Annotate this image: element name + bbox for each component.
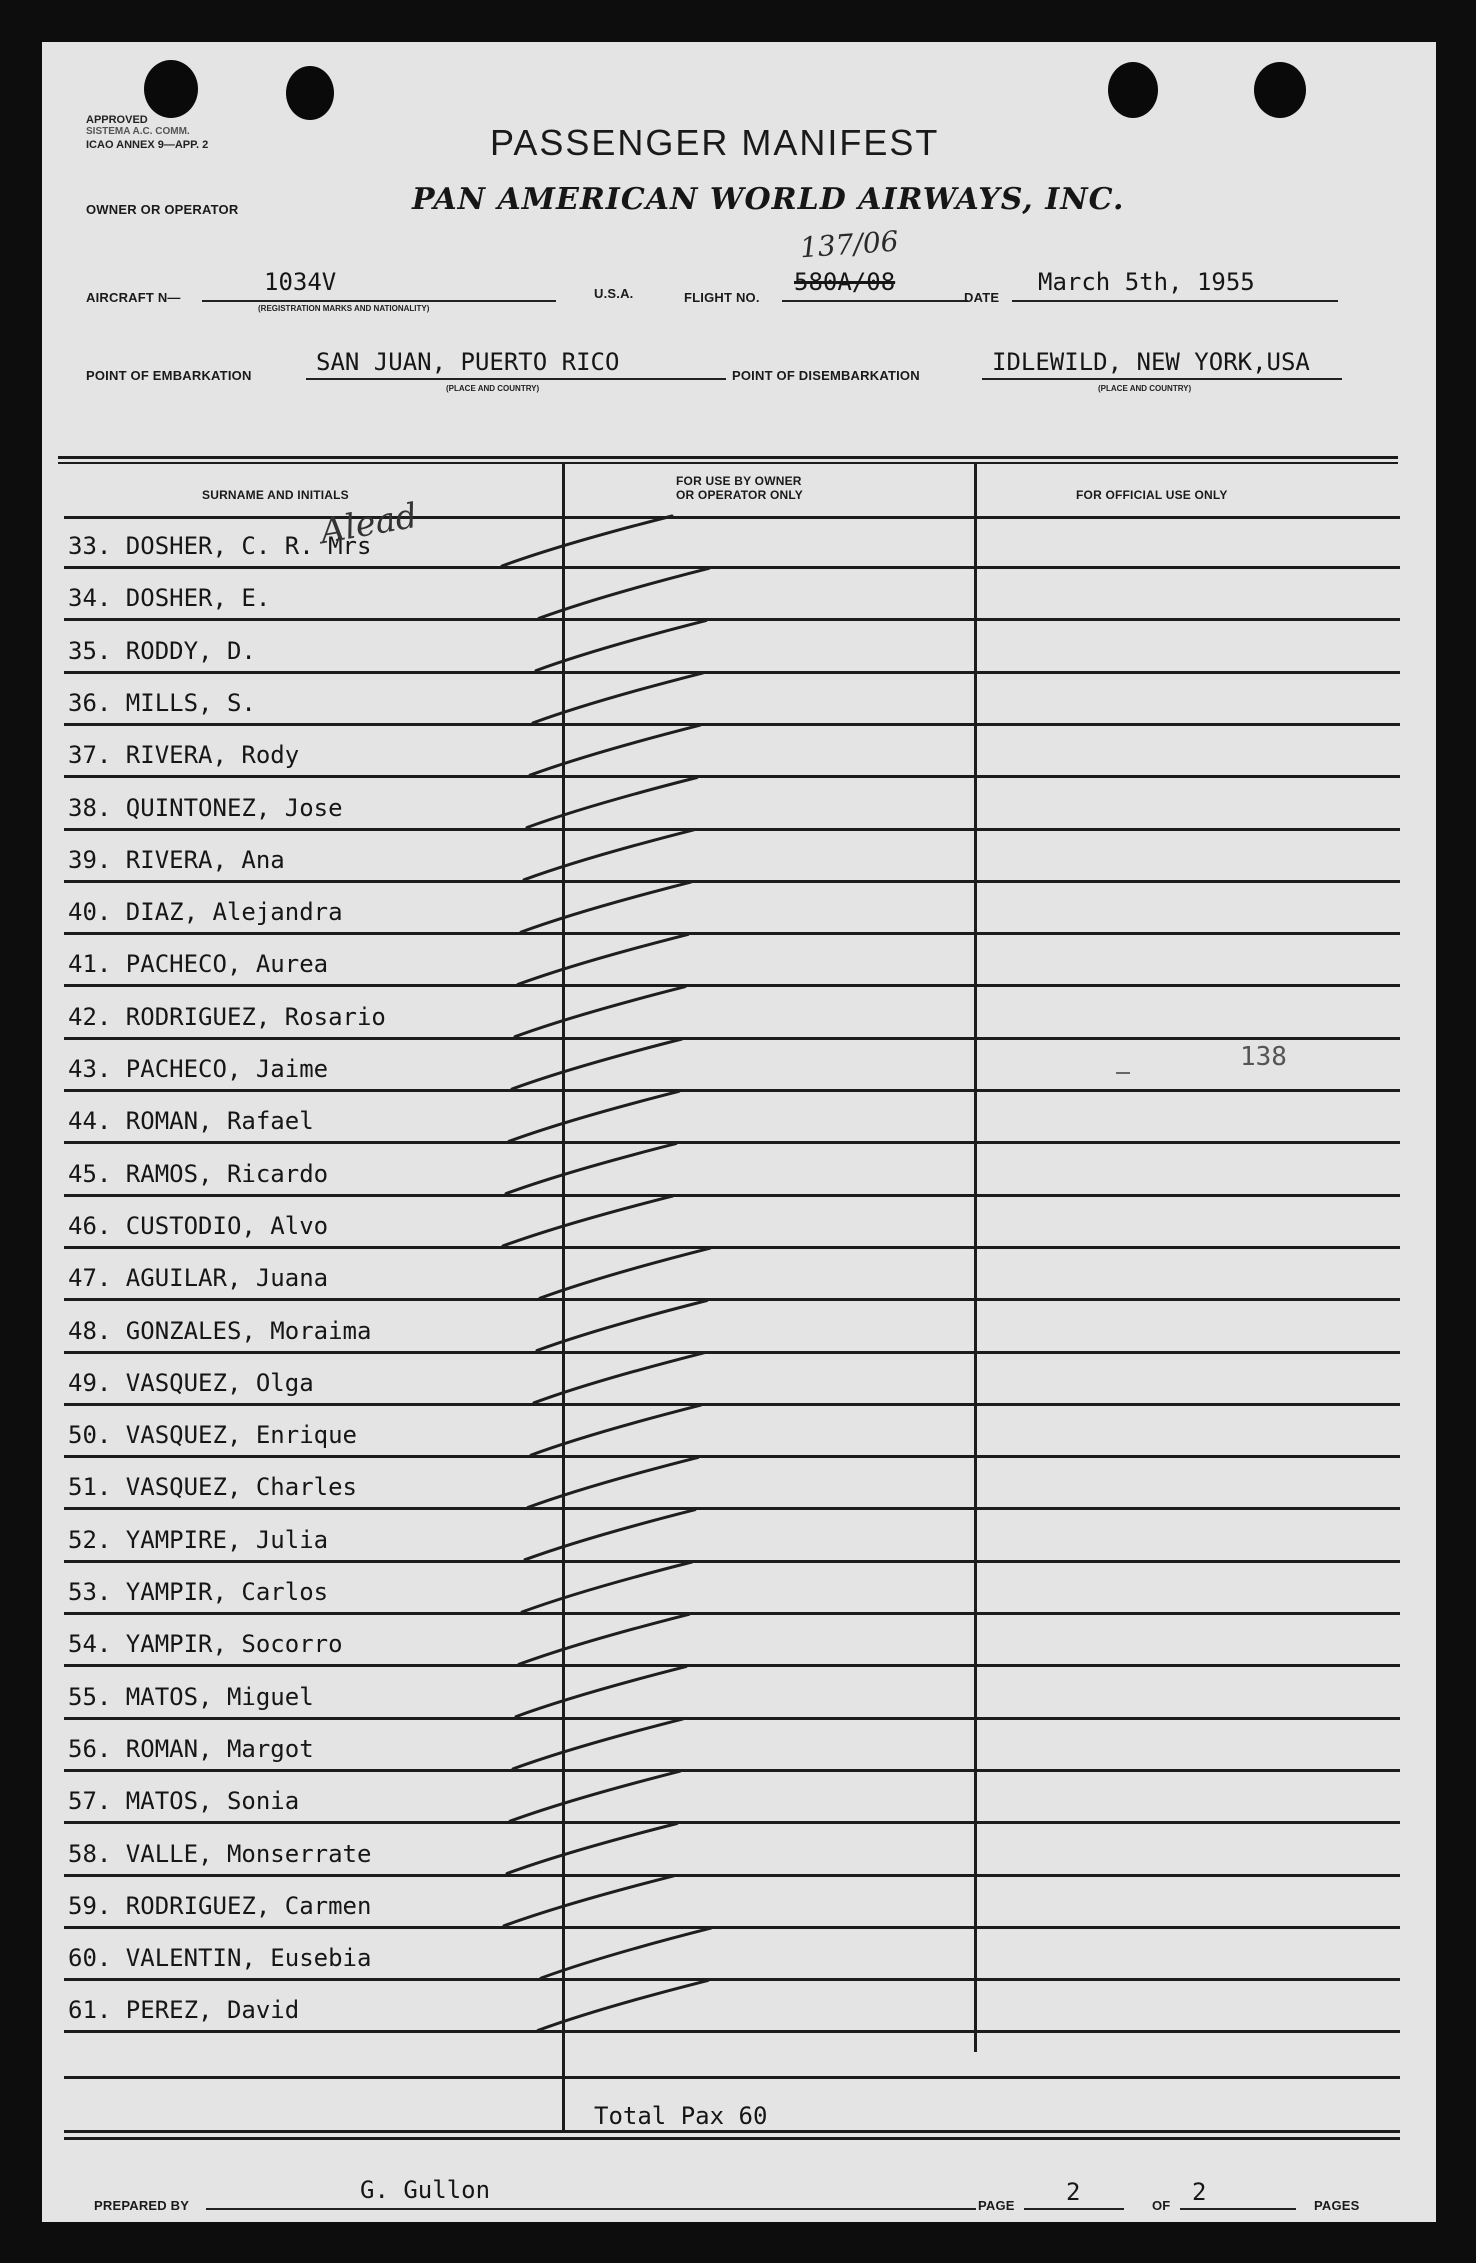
disembark-value: IDLEWILD, NEW YORK,USA	[992, 348, 1310, 376]
passenger-entry: 61. PEREZ, David	[68, 1996, 300, 2025]
embark-caption: (PLACE AND COUNTRY)	[446, 384, 540, 393]
table-row-rule	[64, 618, 1400, 621]
table-row-rule	[64, 1455, 1400, 1458]
passenger-entry: 44. ROMAN, Rafael	[68, 1107, 314, 1136]
passenger-entry: 38. QUINTONEZ, Jose	[68, 793, 343, 822]
table-top-rule-2	[58, 462, 1398, 464]
check-mark	[519, 1614, 689, 1664]
check-mark	[530, 725, 700, 775]
check-mark	[533, 673, 703, 723]
passenger-entry: 43. PACHECO, Jaime	[68, 1055, 329, 1083]
table-row-rule	[64, 1926, 1400, 1929]
punch-hole	[144, 60, 198, 118]
table-row-rule	[64, 984, 1400, 987]
check-mark	[504, 1876, 674, 1926]
table-row-rule	[64, 1141, 1400, 1144]
check-mark	[541, 1928, 711, 1978]
column-header-surname: SURNAME AND INITIALS	[202, 488, 349, 502]
aircraft-caption: (REGISTRATION MARKS AND NATIONALITY)	[258, 304, 430, 313]
table-bottom-rule-2	[64, 2137, 1400, 2140]
check-mark	[512, 1039, 682, 1089]
of-underline	[1180, 2208, 1296, 2210]
aircraft-value: 1034V	[264, 268, 337, 296]
passenger-entry: 51. VASQUEZ, Charles	[68, 1473, 357, 1502]
passenger-entry: 35. RODDY, D.	[68, 636, 256, 665]
table-row-rule	[64, 1037, 1400, 1040]
column-header-official: FOR OFFICIAL USE ONLY	[1076, 488, 1228, 502]
flight-label: FLIGHT NO.	[684, 290, 760, 305]
check-mark	[521, 882, 691, 932]
check-mark	[528, 1457, 698, 1507]
passenger-entry: 53. YAMPIR, Carlos	[68, 1578, 329, 1606]
passenger-entry: 42. RODRIGUEZ, Rosario	[68, 1002, 386, 1031]
passenger-entry: 48. GONZALES, Moraima	[68, 1316, 372, 1345]
table-row-rule	[64, 1560, 1400, 1563]
table-row-rule	[64, 1089, 1400, 1092]
disembark-label: POINT OF DISEMBARKATION	[732, 368, 920, 383]
passenger-entry: 33. DOSHER, C. R. Mrs	[68, 532, 372, 560]
table-row-rule	[64, 828, 1400, 831]
check-mark	[540, 1248, 710, 1298]
table-row-rule	[64, 1717, 1400, 1720]
approval-line-2: SISTEMA A.C. COMM.	[86, 126, 190, 137]
owner-label: OWNER OR OPERATOR	[86, 202, 239, 217]
table-row-rule	[64, 1194, 1400, 1197]
passenger-entry: 36. MILLS, S.	[68, 688, 256, 717]
prepared-value: G. Gullon	[360, 2176, 491, 2204]
passenger-entry: 52. YAMPIRE, Julia	[68, 1525, 329, 1554]
check-mark	[522, 1562, 692, 1612]
owner-name: PAN AMERICAN WORLD AIRWAYS, INC.	[412, 182, 1125, 217]
blank-row-rule	[64, 2076, 1400, 2079]
margin-annotation: Alead	[317, 495, 421, 553]
manifest-sheet	[42, 42, 1436, 2222]
table-row-rule	[64, 1769, 1400, 1772]
check-mark	[525, 1510, 695, 1560]
check-mark	[510, 1771, 680, 1821]
embark-underline	[306, 378, 726, 380]
embark-label: POINT OF EMBARKATION	[86, 368, 252, 383]
page-label: PAGE	[978, 2198, 1015, 2213]
check-mark	[503, 1196, 673, 1246]
pages-label: PAGES	[1314, 2198, 1360, 2213]
table-row-rule	[64, 2030, 1400, 2033]
table-row-rule	[64, 1821, 1400, 1824]
header-rule	[64, 516, 1400, 519]
passenger-entry: 34. DOSHER, E.	[68, 584, 271, 613]
check-mark	[507, 1824, 677, 1874]
check-mark	[524, 830, 694, 880]
disembark-caption: (PLACE AND COUNTRY)	[1098, 384, 1192, 393]
date-underline	[1012, 300, 1338, 302]
passenger-entry: 55. MATOS, Miguel	[68, 1682, 314, 1711]
of-value: 2	[1192, 2178, 1207, 2206]
column-header-owner-use-1: FOR USE BY OWNER	[676, 474, 802, 488]
table-row-rule	[64, 1246, 1400, 1249]
check-mark	[534, 1353, 704, 1403]
check-mark	[516, 1667, 686, 1717]
table-row-rule	[64, 1403, 1400, 1406]
table-row-rule	[64, 1664, 1400, 1667]
passenger-entry: 50. VASQUEZ, Enrique	[68, 1421, 357, 1450]
table-row-rule	[64, 880, 1400, 883]
punch-hole	[286, 66, 334, 120]
prepared-underline	[206, 2208, 976, 2210]
passenger-entry: 40. DIAZ, Alejandra	[68, 898, 343, 927]
table-row-rule	[64, 775, 1400, 778]
check-mark	[515, 987, 685, 1037]
check-mark	[527, 778, 697, 828]
check-mark	[518, 934, 688, 984]
table-row-rule	[64, 1612, 1400, 1615]
aircraft-label: AIRCRAFT N—	[86, 290, 181, 305]
page-title: PASSENGER MANIFEST	[490, 122, 940, 163]
passenger-entry: 56. ROMAN, Margot	[68, 1734, 314, 1763]
passenger-entry: 45. RAMOS, Ricardo	[68, 1159, 329, 1188]
usa-label: U.S.A.	[594, 286, 634, 301]
check-mark	[502, 516, 672, 566]
passenger-entry: 58. VALLE, Monserrate	[68, 1839, 372, 1868]
punch-hole	[1254, 62, 1306, 118]
table-top-rule	[58, 456, 1398, 459]
check-mark	[531, 1405, 701, 1455]
table-row-rule	[64, 1298, 1400, 1301]
table-row-rule	[64, 932, 1400, 935]
prepared-label: PREPARED BY	[94, 2198, 190, 2213]
table-row-rule	[64, 671, 1400, 674]
date-value: March 5th, 1955	[1038, 268, 1255, 296]
embark-value: SAN JUAN, PUERTO RICO	[316, 348, 620, 376]
passenger-entry: 37. RIVERA, Rody	[68, 741, 300, 770]
of-label: OF	[1152, 2198, 1171, 2213]
official-use-dash	[1116, 1072, 1130, 1074]
approval-line-1: APPROVED	[86, 114, 148, 126]
table-row-rule	[64, 723, 1400, 726]
disembark-underline	[982, 378, 1342, 380]
flight-value-struck: 580A/08	[794, 268, 896, 296]
table-row-rule	[64, 1978, 1400, 1981]
table-bottom-rule	[64, 2130, 1400, 2133]
table-row-rule	[64, 1351, 1400, 1354]
table-row-rule	[64, 1874, 1400, 1877]
flight-value-handwritten: 137/06	[798, 224, 900, 265]
total-pax: Total Pax 60	[594, 2102, 768, 2130]
table-row-rule	[64, 1507, 1400, 1510]
punch-hole	[1108, 62, 1158, 118]
column-divider-2	[974, 462, 977, 2052]
column-header-owner-use-2: OR OPERATOR ONLY	[676, 488, 803, 502]
approval-line-3: ICAO ANNEX 9—APP. 2	[86, 139, 209, 151]
date-label: DATE	[964, 290, 1000, 305]
flight-underline	[782, 300, 968, 302]
passenger-entry: 47. AGUILAR, Juana	[68, 1264, 329, 1293]
passenger-entry: 59. RODRIGUEZ, Carmen	[68, 1891, 372, 1920]
passenger-entry: 49. VASQUEZ, Olga	[68, 1368, 314, 1397]
passenger-entry: 46. CUSTODIO, Alvo	[68, 1211, 329, 1240]
page-underline	[1024, 2208, 1124, 2210]
check-mark	[506, 1144, 676, 1194]
page-value: 2	[1066, 2178, 1081, 2206]
check-mark	[509, 1091, 679, 1141]
column-divider-1	[562, 462, 565, 2132]
aircraft-underline	[202, 300, 556, 302]
check-mark	[513, 1719, 683, 1769]
official-use-mark: 138	[1240, 1042, 1287, 1072]
passenger-entry: 39. RIVERA, Ana	[68, 845, 285, 874]
passenger-entry: 54. YAMPIR, Socorro	[68, 1630, 343, 1659]
passenger-entry: 60. VALENTIN, Eusebia	[68, 1944, 372, 1973]
passenger-entry: 57. MATOS, Sonia	[68, 1787, 300, 1816]
passenger-entry: 41. PACHECO, Aurea	[68, 950, 329, 979]
table-row-rule	[64, 566, 1400, 569]
